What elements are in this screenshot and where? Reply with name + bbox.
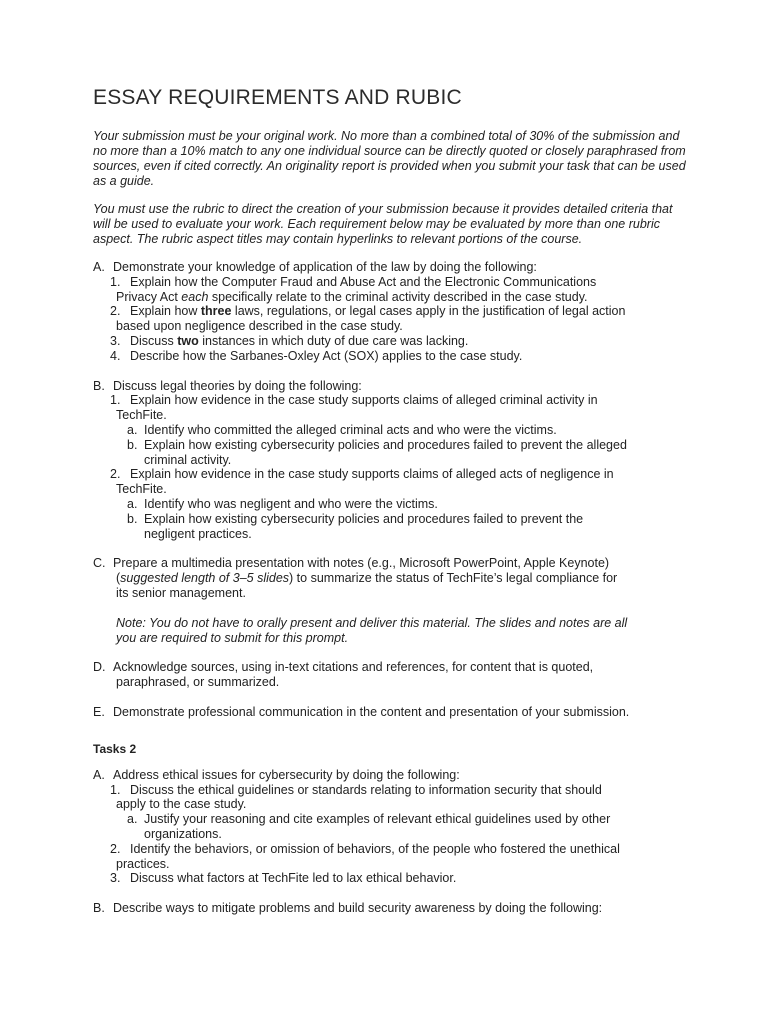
- list-item: [93, 379, 693, 394]
- list-marker: a.: [127, 812, 138, 827]
- list-item-continuation: apply to the case study.: [116, 797, 247, 812]
- list-item-continuation: TechFite.: [116, 408, 167, 423]
- list-item-text: Address ethical issues for cybersecurity by doing the following:: [113, 767, 460, 782]
- text-run: Discuss: [130, 333, 178, 348]
- list-marker: a.: [127, 496, 138, 511]
- task2-section-b: [93, 901, 693, 916]
- list-item-text: Justify your reasoning and cite examples of relevant ethical guidelines used by other: [144, 812, 611, 827]
- list-item-continuation: TechFite.: [116, 482, 167, 497]
- list-item-continuation: [93, 571, 693, 586]
- bold-text: three: [200, 304, 232, 319]
- text-run: instances in which duty of due care was lacking.: [198, 333, 469, 348]
- list-item: [93, 467, 693, 482]
- list-item-continuation: its senior management.: [116, 585, 246, 600]
- list-marker: 3.: [110, 333, 121, 348]
- list-item-continuation: organizations.: [144, 826, 222, 841]
- text-run: Explain how: [130, 304, 201, 319]
- list-item-text: Prepare a multimedia presentation with notes (e.g., Microsoft PowerPoint, Apple Keynote): [113, 556, 610, 571]
- list-item: [93, 768, 693, 783]
- list-item: [93, 842, 693, 857]
- text-run: laws, regulations, or legal cases apply in the justification of legal action: [231, 304, 626, 319]
- note-text: Note: You do not have to orally present and deliver this material. The slides and notes are all: [116, 615, 628, 630]
- list-marker: B.: [93, 378, 105, 393]
- list-item: [93, 304, 693, 319]
- list-item: [93, 660, 693, 675]
- text-run: ) to summarize the status of TechFite’s legal compliance for: [289, 571, 618, 586]
- section-d: [93, 660, 693, 690]
- list-item: [93, 705, 693, 720]
- list-marker: 3.: [110, 871, 121, 886]
- note-text: you are required to submit for this prompt.: [116, 630, 349, 645]
- list-item-continuation: based upon negligence described in the case study.: [116, 319, 403, 334]
- bold-text: two: [177, 333, 199, 348]
- text-run: Privacy Act: [116, 289, 182, 304]
- section-a: [93, 260, 693, 364]
- text-run: (: [116, 571, 121, 586]
- list-marker: D.: [93, 660, 106, 675]
- task2-section-a: [93, 768, 693, 886]
- list-item: [93, 812, 693, 827]
- list-item-text: Identify who committed the alleged criminal acts and who were the victims.: [144, 422, 557, 437]
- rubric-paragraph: You must use the rubric to direct the creation of your submission because it provides detailed criteria that will be used to evaluate your work. Each requirement below may be evaluated by more than one rubric aspect. The rubric aspect titles may contain hyperlinks to relevant portions of the course.: [93, 202, 673, 246]
- list-marker: B.: [93, 901, 105, 916]
- list-item: [93, 512, 693, 527]
- list-item-continuation: paraphrased, or summarized.: [116, 675, 280, 690]
- list-item: [93, 275, 693, 290]
- list-item-continuation: practices.: [116, 856, 170, 871]
- emphasis-text: suggested length of 3–5 slides: [120, 571, 290, 586]
- list-item: [93, 497, 693, 512]
- list-marker: 2.: [110, 304, 121, 319]
- list-item-text: Demonstrate your knowledge of application of the law by doing the following:: [113, 260, 537, 274]
- list-item: [93, 901, 693, 916]
- list-marker: 2.: [110, 841, 121, 856]
- list-item-text: Discuss what factors at TechFite led to lax ethical behavior.: [130, 871, 457, 886]
- document-page: [93, 86, 693, 916]
- list-marker: a.: [127, 422, 138, 437]
- list-marker: b.: [127, 437, 138, 452]
- list-item-text: Demonstrate professional communication in the content and presentation of your submission.: [113, 704, 630, 719]
- list-marker: 2.: [110, 467, 121, 482]
- list-item-text: Discuss the ethical guidelines or standards relating to information security that should: [130, 782, 602, 797]
- page-title: ESSAY REQUIREMENTS AND RUBIC: [93, 86, 462, 109]
- list-item: [93, 260, 693, 275]
- section-b: [93, 379, 693, 542]
- section-c: [93, 556, 693, 645]
- tasks-heading: Tasks 2: [93, 741, 137, 756]
- list-item: [93, 438, 693, 453]
- list-item: [93, 871, 693, 886]
- list-item-text: Describe how the Sarbanes-Oxley Act (SOX) applies to the case study.: [130, 348, 523, 363]
- list-marker: 4.: [110, 348, 121, 363]
- list-item-text: Identify the behaviors, or omission of behaviors, of the people who fostered the unethical: [130, 841, 620, 856]
- list-item-text: Explain how evidence in the case study supports claims of alleged acts of negligence in: [130, 467, 614, 482]
- section-e: [93, 705, 693, 720]
- list-item-text: Describe ways to mitigate problems and build security awareness by doing the following:: [113, 901, 603, 916]
- list-item: [93, 423, 693, 438]
- list-item-continuation: [93, 290, 693, 305]
- list-item-text: Identify who was negligent and who were the victims.: [144, 496, 438, 511]
- list-marker: E.: [93, 704, 105, 719]
- list-item-continuation: criminal activity.: [144, 452, 232, 467]
- originality-paragraph: Your submission must be your original work. No more than a combined total of 30% of the submission and no more than a 10% match to any one individual source can be directly quoted or closely paraphrased from sources, even if cited correctly. An originality report is provided when you submit your task that can be used as a guide.: [93, 129, 686, 188]
- list-marker: A.: [93, 767, 105, 782]
- list-item: [93, 334, 693, 349]
- list-item: [93, 556, 693, 571]
- emphasis-text: each: [181, 289, 209, 304]
- list-marker: 1.: [110, 393, 121, 408]
- list-item: [93, 349, 693, 364]
- text-run: specifically relate to the criminal activity described in the case study.: [208, 289, 588, 304]
- list-item-text: Explain how existing cybersecurity policies and procedures failed to prevent the: [144, 511, 584, 526]
- list-item-continuation: negligent practices.: [144, 526, 252, 541]
- list-item-text: Explain how the Computer Fraud and Abuse Act and the Electronic Communications: [130, 274, 597, 289]
- list-marker: 1.: [110, 274, 121, 289]
- list-marker: 1.: [110, 782, 121, 797]
- list-item-text: Explain how existing cybersecurity policies and procedures failed to prevent the alleged: [144, 437, 627, 452]
- list-item-text: Discuss legal theories by doing the following:: [113, 378, 362, 393]
- list-item: [93, 393, 693, 408]
- list-marker: b.: [127, 511, 138, 526]
- list-item: [93, 783, 693, 798]
- list-marker: A.: [93, 260, 105, 274]
- list-marker: C.: [93, 556, 106, 571]
- list-item-text: Acknowledge sources, using in-text citations and references, for content that is quoted,: [113, 660, 594, 675]
- list-item-text: Explain how evidence in the case study supports claims of alleged criminal activity in: [130, 393, 598, 408]
